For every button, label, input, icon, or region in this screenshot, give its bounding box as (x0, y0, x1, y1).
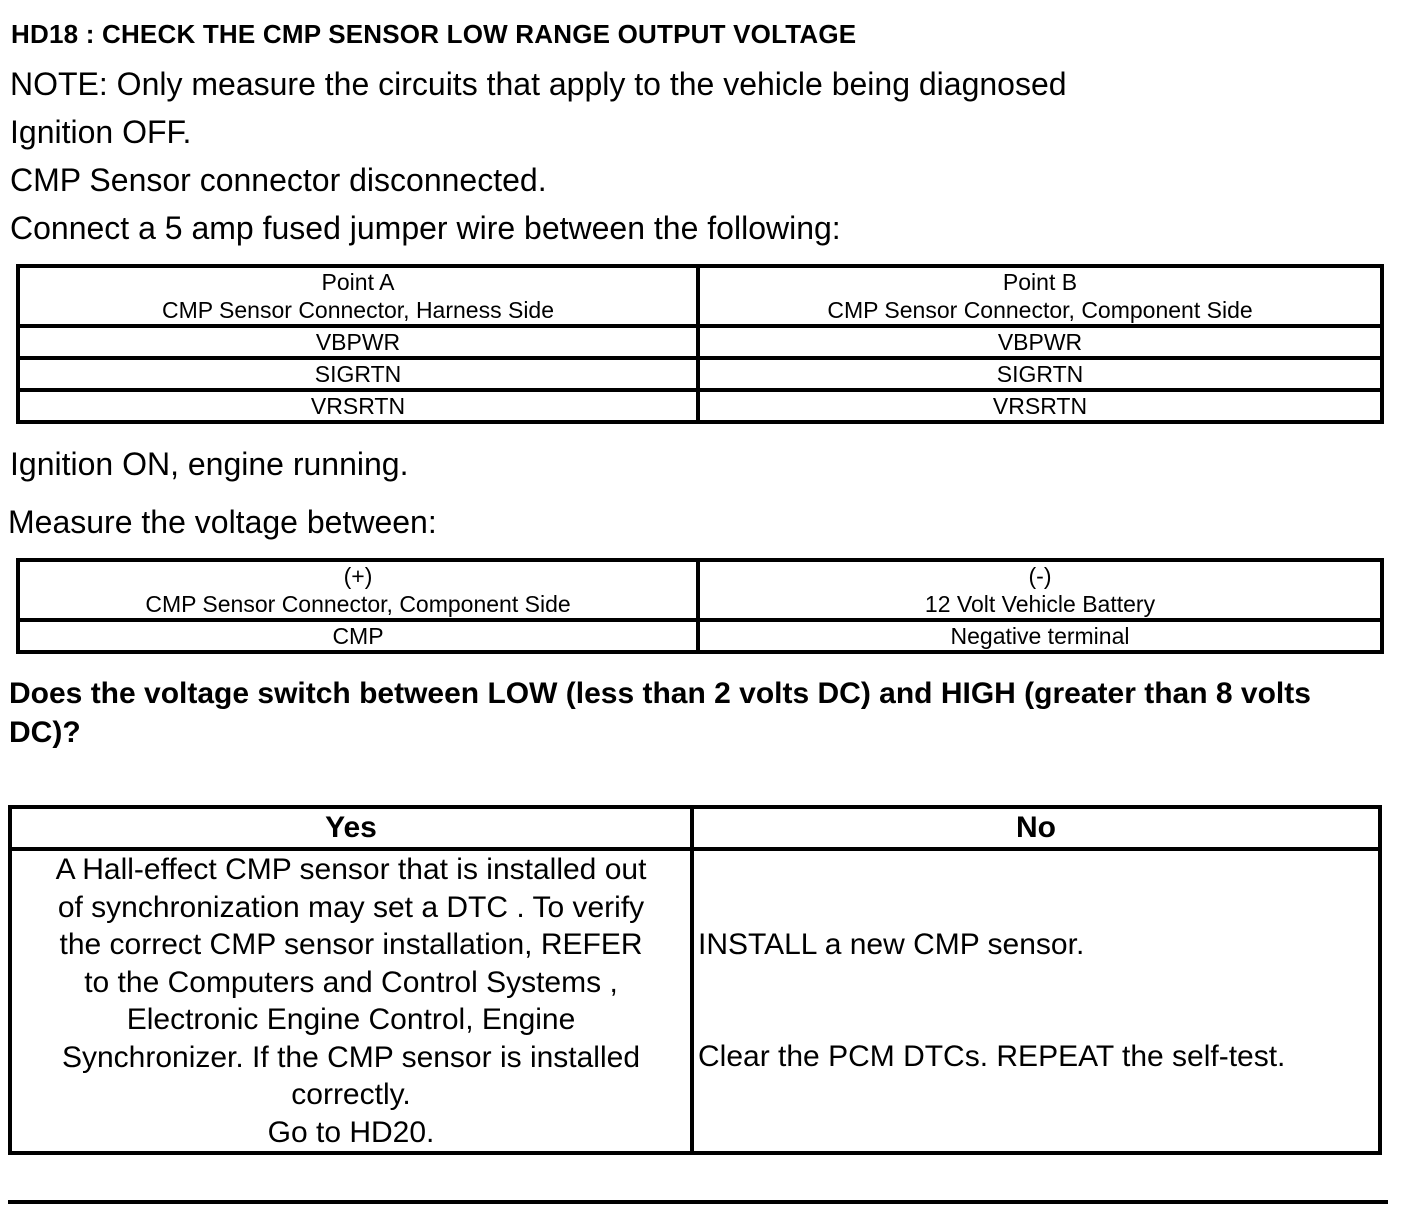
point-b-header (698, 266, 1382, 326)
negative-desc: 12 Volt Vehicle Battery (924, 591, 1156, 617)
result-table (8, 805, 1382, 1155)
yes-line: to the Computers and Control Systems , (84, 965, 618, 999)
positive-desc: CMP Sensor Connector, Component Side (145, 591, 571, 617)
connector-line: CMP Sensor connector disconnected. (10, 162, 547, 198)
point-b-desc: CMP Sensor Connector, Component Side (827, 297, 1253, 323)
jumper-instruction-line: Connect a 5 amp fused jumper wire between the following: (10, 210, 841, 246)
table-cell: VBPWR (698, 326, 1382, 358)
yes-line: of synchronization may set a DTC . To verify (57, 890, 645, 924)
negative-header (698, 560, 1382, 620)
positive-header (18, 560, 698, 620)
page-title: HD18 : CHECK THE CMP SENSOR LOW RANGE OUTPUT VOLTAGE (11, 19, 857, 49)
negative-label: (-) (1028, 563, 1052, 589)
note-line: NOTE: Only measure the circuits that apply to the vehicle being diagnosed (10, 66, 1067, 102)
table-row (18, 620, 1382, 652)
table-row (18, 358, 1382, 390)
table-cell: VRSRTN (18, 390, 698, 422)
yes-line: correctly. (291, 1078, 411, 1111)
point-b-label: Point B (1002, 269, 1078, 295)
yes-line: Synchronizer. If the CMP sensor is installed (61, 1040, 641, 1074)
bottom-divider (8, 1200, 1388, 1204)
point-a-desc: CMP Sensor Connector, Harness Side (161, 297, 555, 323)
no-line-clear: Clear the PCM DTCs. REPEAT the self-test. (698, 1040, 1286, 1073)
table-cell: CMP (18, 620, 698, 652)
ignition-on-line: Ignition ON, engine running. (10, 446, 409, 482)
jumper-table (16, 264, 1384, 424)
table-cell: SIGRTN (18, 358, 698, 390)
table-cell: SIGRTN (698, 358, 1382, 390)
measure-table (16, 558, 1384, 654)
yes-line: A Hall-effect CMP sensor that is installed out (55, 853, 647, 886)
table-cell: Negative terminal (698, 620, 1382, 652)
yes-line: the correct CMP sensor installation, REFER (59, 928, 643, 961)
yes-line: Go to HD20. (267, 1115, 435, 1149)
ignition-off-line: Ignition OFF. (10, 114, 192, 150)
point-a-label: Point A (321, 269, 395, 295)
positive-label: (+) (343, 563, 373, 589)
measure-instruction-line: Measure the voltage between: (8, 504, 437, 540)
table-cell: VBPWR (18, 326, 698, 358)
no-header: No (692, 807, 1380, 849)
table-row (18, 326, 1382, 358)
yes-line: Electronic Engine Control, Engine (126, 1003, 576, 1036)
no-line-install: INSTALL a new CMP sensor. (698, 928, 1085, 961)
point-a-header (18, 266, 698, 326)
no-cell (692, 849, 1380, 1153)
yes-cell (10, 849, 692, 1153)
yes-header: Yes (10, 807, 692, 849)
table-cell: VRSRTN (698, 390, 1382, 422)
question: Does the voltage switch between LOW (less than 2 volts DC) and HIGH (greater than 8 volts DC)? (9, 677, 1311, 749)
table-row (18, 390, 1382, 422)
